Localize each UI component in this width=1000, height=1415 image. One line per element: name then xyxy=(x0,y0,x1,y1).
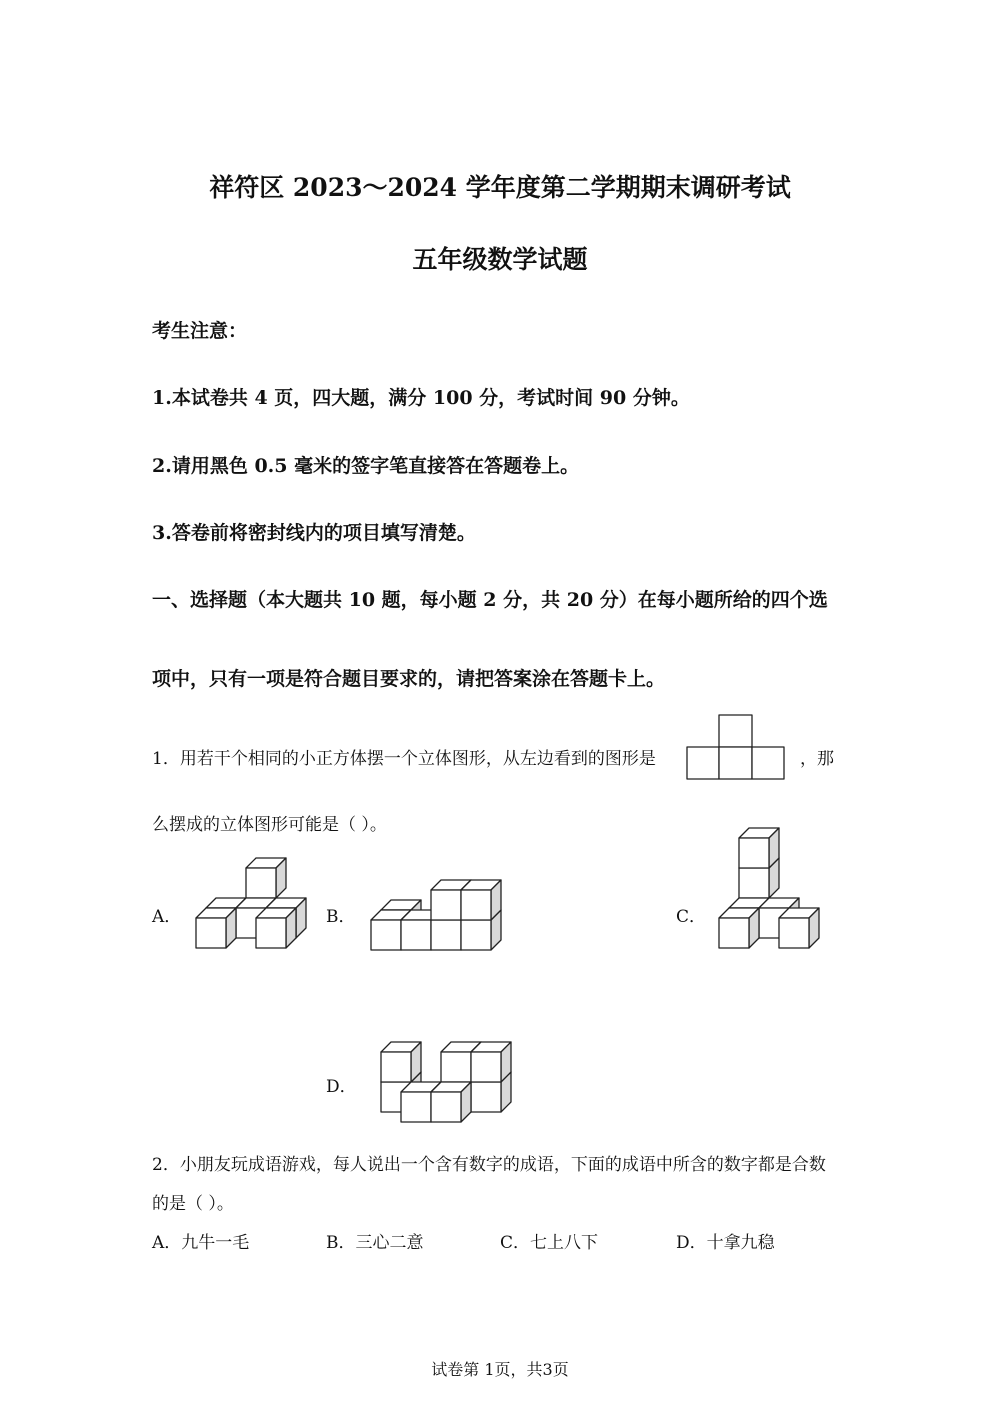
question-2-text: 2．小朋友玩成语游戏，每人说出一个含有数字的成语，下面的成语中所含的数字都是合数 xyxy=(152,1155,826,1175)
option-a-figure[interactable] xyxy=(190,850,300,955)
notice-item: 1.本试卷共 4 页，四大题，满分 100 分，考试时间 90 分钟。 xyxy=(152,387,690,409)
cube xyxy=(719,908,759,948)
section-heading-cont: 项中，只有一项是符合题目要求的，请把答案涂在答题卡上。 xyxy=(152,668,666,690)
exam-title: 祥符区 2023～2024 学年度第二学期期末调研考试 xyxy=(209,173,791,202)
cube xyxy=(431,1082,471,1122)
exam-subtitle: 五年级数学试题 xyxy=(412,245,588,274)
cube xyxy=(471,1042,511,1082)
q2-option-a[interactable]: A．九牛一毛 xyxy=(152,1233,250,1253)
question-1-text-line2: 么摆成的立体图形可能是（ ）。 xyxy=(152,815,387,835)
cube xyxy=(461,880,501,920)
section-heading: 一、选择题（本大题共 10 题，每小题 2 分，共 20 分）在每小题所给的四个选 xyxy=(152,589,828,611)
q2-option-d[interactable]: D．十拿九稳 xyxy=(676,1233,775,1253)
cube xyxy=(739,828,779,868)
cube xyxy=(246,858,286,898)
q2-option-c[interactable]: C．七上八下 xyxy=(500,1233,599,1253)
option-c-figure[interactable] xyxy=(713,840,823,955)
notice-item: 2.请用黑色 0.5 毫米的签字笔直接答在答题卷上。 xyxy=(152,455,580,477)
option-b-figure[interactable] xyxy=(365,860,505,955)
question-1-text-tail: ，那 xyxy=(800,749,834,769)
option-d-figure[interactable] xyxy=(365,1022,495,1127)
question-1-text: 1．用若干个相同的小正方体摆一个立体图形，从左边看到的图形是 xyxy=(152,749,656,769)
cube xyxy=(779,908,819,948)
page-footer: 试卷第 1页，共3页 xyxy=(431,1360,569,1379)
option-b-label[interactable]: B． xyxy=(326,907,356,927)
left-view-figure xyxy=(686,714,786,780)
cube xyxy=(196,908,236,948)
notice-item: 3.答卷前将密封线内的项目填写清楚。 xyxy=(152,522,476,544)
option-d-label[interactable]: D． xyxy=(326,1077,357,1097)
q2-option-b[interactable]: B．三心二意 xyxy=(326,1233,424,1253)
cube xyxy=(256,908,296,948)
question-2-text-line2: 的是（ ）。 xyxy=(152,1194,234,1214)
notice-heading: 考生注意： xyxy=(152,320,248,342)
option-c-label[interactable]: C． xyxy=(676,907,707,927)
option-a-label[interactable]: A． xyxy=(152,907,182,927)
cube xyxy=(381,1042,421,1082)
